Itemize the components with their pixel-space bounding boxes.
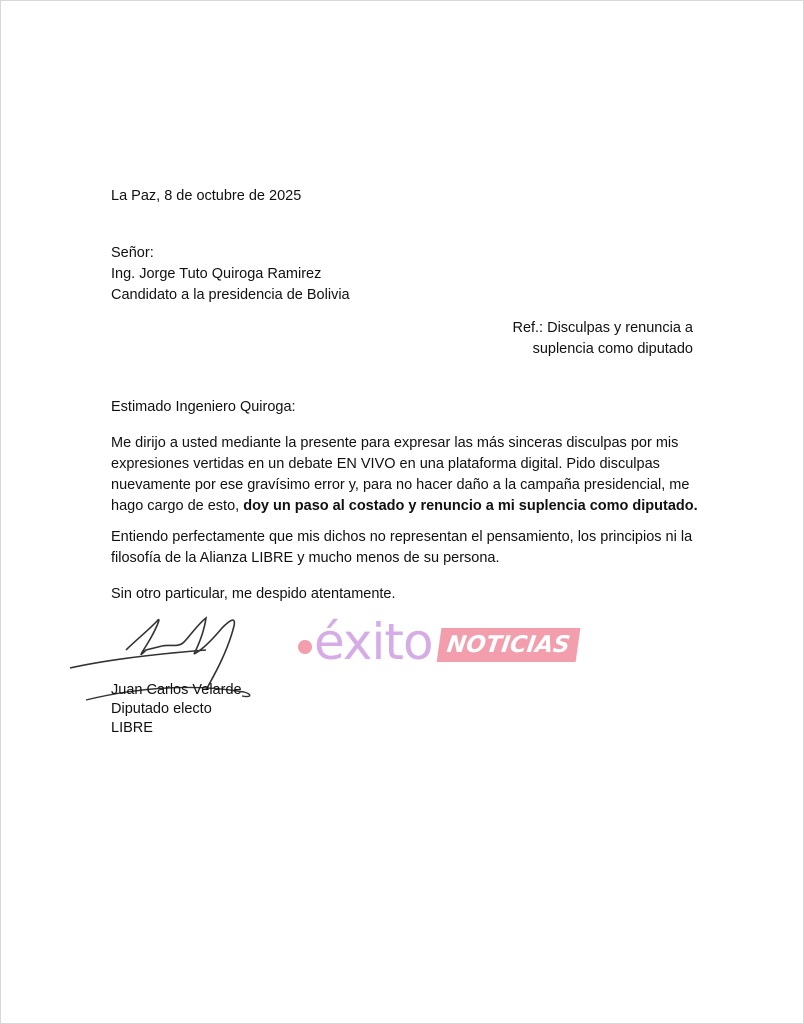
signer-name: Juan Carlos Velarde xyxy=(111,682,242,698)
body-paragraph-1 xyxy=(111,433,701,517)
greeting: Estimado Ingeniero Quiroga: xyxy=(111,399,296,415)
date-line: La Paz, 8 de octubre de 2025 xyxy=(111,188,302,204)
signer-title: Diputado electo xyxy=(111,701,212,717)
body-paragraph-2: Entiendo perfectamente que mis dichos no representan el pensamiento, los principios ni la filosofía de la Alianza LIBRE y mucho menos de su persona. xyxy=(111,529,693,566)
recipient-position: Candidato a la presidencia de Bolivia xyxy=(111,287,350,303)
exito-noticias-watermark xyxy=(298,612,577,672)
recipient-salutation: Señor: xyxy=(111,245,154,261)
closing-line: Sin otro particular, me despido atentamente. xyxy=(111,586,396,602)
watermark-badge: NOTICIAS xyxy=(436,628,580,662)
signer-party: LIBRE xyxy=(111,720,153,736)
watermark-word: éxito xyxy=(314,613,433,671)
reference-line-2: suplencia como diputado xyxy=(532,341,693,357)
resignation-statement: doy un paso al costado y renuncio a mi suplencia como diputado. xyxy=(243,498,698,514)
reference-line-1: Ref.: Disculpas y renuncia a xyxy=(512,320,693,336)
recipient-name: Ing. Jorge Tuto Quiroga Ramirez xyxy=(111,266,322,282)
body-paragraph-1-text: Me dirijo a usted mediante la presente para expresar las más sinceras disculpas por mis expresiones vertidas en un debate EN VIVO en una plataforma digital. Pido disculpas nuevamente por ese gravísimo error y, para no hacer daño a la campaña presidencial, me hago cargo de esto, xyxy=(111,435,690,514)
watermark-dot-icon xyxy=(298,640,312,654)
